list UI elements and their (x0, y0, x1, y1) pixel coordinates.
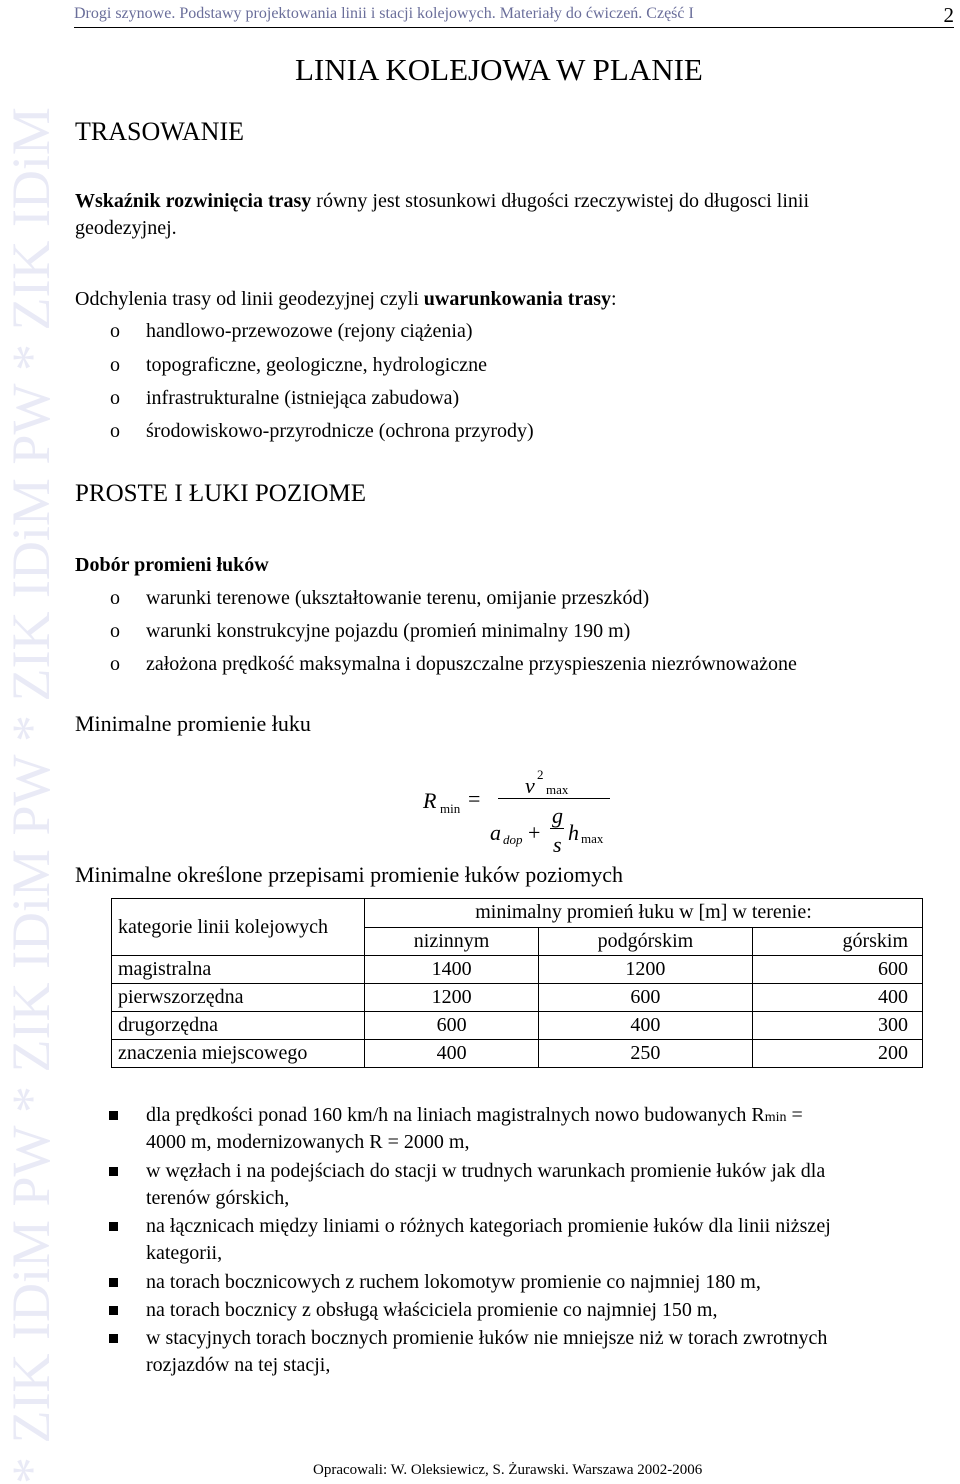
table-cell-category: znaczenia miejscowego (112, 1040, 365, 1068)
note-line: rozjazdów na tej stacji, (146, 1354, 331, 1376)
formula-r: R (423, 788, 437, 813)
formula-a: a (490, 820, 501, 845)
odchylenia-intro-text: Odchylenia trasy od linii geodezyjnej czyli (75, 288, 424, 310)
list-item: środowiskowo-przyrodnicze (ochrona przyrody) (146, 420, 534, 442)
formula-g: g (552, 803, 563, 828)
table-row (112, 956, 923, 984)
table-subheader: nizinnym (365, 927, 539, 956)
table-cell-category: drugorzędna (112, 1012, 365, 1040)
table-cell: 250 (539, 1040, 753, 1068)
formula-v-sup: 2 (537, 767, 544, 782)
odchylenia-colon: : (611, 288, 617, 310)
table-cell: 1200 (539, 956, 753, 984)
bullet-o-icon: o (110, 320, 120, 342)
note-line: kategorii, (146, 1242, 223, 1264)
rozwiniecie-line2: geodezyjnej. (75, 217, 177, 239)
bullet-o-icon: o (110, 354, 120, 376)
note-line (146, 1104, 803, 1127)
note-text: = (786, 1104, 803, 1126)
table-cell: 400 (365, 1040, 539, 1068)
square-bullet-icon (109, 1222, 118, 1231)
formula-a-sub: dop (503, 832, 523, 847)
note-line: na torach bocznicy z obsługą właściciela promienie co najmniej 150 m, (146, 1299, 718, 1321)
note-line: w węzłach i na podejściach do stacji w trudnych warunkach promienie łuków jak dla (146, 1160, 826, 1182)
min-heading: Minimalne promienie łuku (75, 711, 311, 736)
table-cell: 600 (365, 1012, 539, 1040)
table-cell: 400 (752, 984, 922, 1012)
formula-r-sub: min (440, 801, 461, 816)
table-group-header: minimalny promień łuku w [m] w terenie: (365, 899, 923, 928)
formula-h: h (568, 820, 579, 845)
formula-frac-bar (550, 828, 564, 829)
table-subheader: podgórskim (539, 927, 753, 956)
square-bullet-icon (109, 1306, 118, 1315)
table-cell-category: pierwszorzędna (112, 984, 365, 1012)
list-item: topograficzne, geologiczne, hydrologiczne (146, 354, 487, 376)
running-title: Drogi szynowe. Podstawy projektowania linii i stacji kolejowych. Materiały do ćwiczeń. Część I (74, 5, 694, 22)
formula-main-bar (498, 798, 610, 799)
square-bullet-icon (109, 1111, 118, 1120)
running-header (74, 5, 954, 28)
rozwiniecie-term: Wskaźnik rozwinięcia trasy (75, 190, 312, 212)
list-item: warunki konstrukcyjne pojazdu (promień minimalny 190 m) (146, 620, 631, 642)
note-sub: min (764, 1110, 787, 1125)
square-bullet-icon (109, 1167, 118, 1176)
square-bullet-icon (109, 1278, 118, 1287)
bullet-o-icon: o (110, 587, 120, 609)
section-title-trasowanie: TRASOWANIE (75, 117, 244, 146)
formula-v-sub: max (546, 782, 569, 797)
list-item: warunki terenowe (ukształtowanie terenu, omijanie przeszkód) (146, 587, 650, 609)
square-bullet-icon (109, 1334, 118, 1343)
table-cell: 600 (752, 956, 922, 984)
table-subheader: górskim (752, 927, 922, 956)
bullet-o-icon: o (110, 420, 120, 442)
odchylenia-term: uwarunkowania trasy (423, 288, 612, 310)
odchylenia-intro (75, 287, 617, 311)
footer: Opracowali: W. Oleksiewicz, S. Żurawski. Warszawa 2002-2006 (313, 1462, 703, 1478)
note-line: terenów górskich, (146, 1187, 290, 1209)
table-row (112, 1040, 923, 1068)
list-item: założona prędkość maksymalna i dopuszczalne przyspieszenia niezrównoważone (146, 653, 797, 675)
bullet-o-icon: o (110, 653, 120, 675)
section-title-proste: PROSTE I ŁUKI POZIOME (75, 480, 366, 507)
formula-h-sub: max (581, 831, 604, 846)
table-header-row (112, 899, 923, 928)
formula-plus: + (528, 820, 541, 845)
dobor-heading: Dobór promieni łuków (75, 554, 269, 576)
table-cell-category: magistralna (112, 956, 365, 984)
page-title: LINIA KOLEJOWA W PLANIE (295, 52, 703, 87)
formula-rmin (420, 765, 620, 860)
list-item: handlowo-przewozowe (rejony ciążenia) (146, 320, 473, 342)
formula-s: s (553, 832, 562, 857)
rozwiniecie-line1 (75, 189, 809, 213)
formula-equals: = (468, 786, 481, 811)
table-cell: 1200 (365, 984, 539, 1012)
note-line: na łącznicach między liniami o różnych kategoriach promienie łuków dla linii niższej (146, 1215, 831, 1237)
table-cell: 1400 (365, 956, 539, 984)
bullet-o-icon: o (110, 387, 120, 409)
note-line: w stacyjnych torach bocznych promienie łuków nie mniejsze niż w torach zwrotnych (146, 1327, 828, 1349)
radius-table (111, 898, 923, 1068)
table-row (112, 1012, 923, 1040)
table-cell: 200 (752, 1040, 922, 1068)
bullet-o-icon: o (110, 620, 120, 642)
formula-v: v (525, 773, 535, 798)
table-cell: 300 (752, 1012, 922, 1040)
rozwiniecie-text: równy jest stosunkowi długości rzeczywistej do długosci linii (311, 190, 810, 212)
table-cell: 400 (539, 1012, 753, 1040)
page-number: 2 (943, 3, 954, 27)
list-item: infrastrukturalne (istniejąca zabudowa) (146, 387, 460, 409)
watermark: * ZIK IDiM PW * ZIK IDiM PW * ZIK IDiM PW * ZIK IDiM (1, 107, 61, 1484)
note-text: dla prędkości ponad 160 km/h na liniach magistralnych nowo budowanych R (146, 1104, 765, 1126)
note-line: na torach bocznicowych z ruchem lokomotyw promienie co najmniej 180 m, (146, 1271, 761, 1293)
table-col-header: kategorie linii kolejowych (112, 899, 365, 956)
note-line: 4000 m, modernizowanych R = 2000 m, (146, 1131, 470, 1153)
table-heading: Minimalne określone przepisami promienie łuków poziomych (75, 862, 624, 887)
table-cell: 600 (539, 984, 753, 1012)
table-row (112, 984, 923, 1012)
